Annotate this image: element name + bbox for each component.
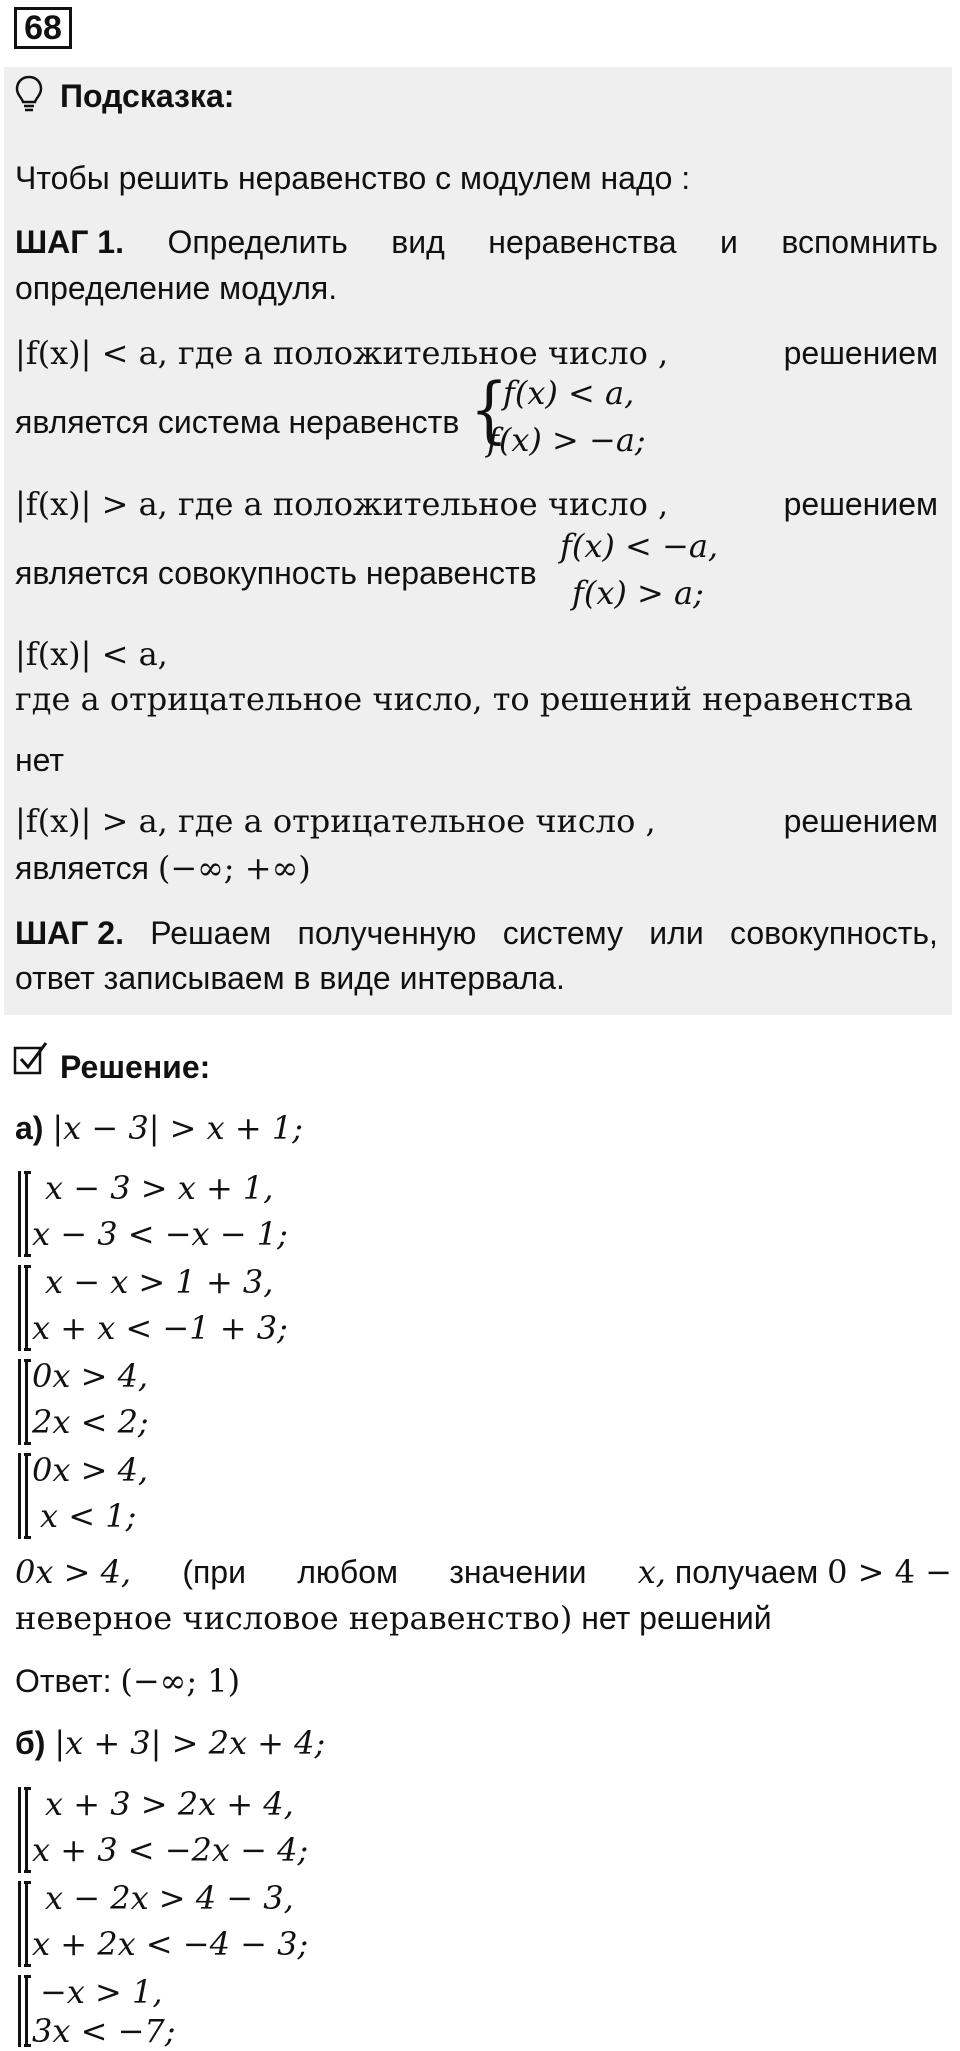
solution-title: Решение: xyxy=(60,1049,211,1085)
a-note-word: любом xyxy=(297,1554,398,1590)
step2-word: или xyxy=(649,915,704,951)
set-bracket xyxy=(18,1787,31,1873)
step1-word: вид xyxy=(391,224,445,260)
step1-word: неравенства xyxy=(488,224,677,260)
part-a-line xyxy=(15,1108,303,1148)
a-sys3-line1: 0x > 4, xyxy=(32,1357,149,1395)
case2-line2: является совокупность неравенств xyxy=(15,555,537,591)
a-note-math: 0x > 4, xyxy=(15,1553,132,1591)
a-note-line2-math: неверное числовое неравенство) xyxy=(15,1599,573,1637)
part-a-equation: |x − 3| > x + 1; xyxy=(52,1109,303,1147)
case2-sys1: f(x) < −a, xyxy=(560,527,719,565)
system-brace: { xyxy=(470,368,509,452)
part-b-label: б) xyxy=(15,1725,46,1761)
b-sys1-line1: x + 3 > 2x + 4, xyxy=(45,1785,294,1823)
step1-word: вспомнить xyxy=(781,224,938,260)
set-bracket xyxy=(18,1453,31,1539)
step2-line xyxy=(15,913,938,953)
a-sys1-line2: x − 3 < −x − 1; xyxy=(32,1215,288,1253)
a-sys4-line2: x < 1; xyxy=(40,1497,137,1535)
a-note-line2-text: нет решений xyxy=(581,1600,772,1636)
case4-formula: |f(x)| > a, где a отрицательное число , xyxy=(15,802,656,840)
a-sys3-line2: 2x < 2; xyxy=(32,1403,149,1441)
a-answer-line xyxy=(15,1661,240,1701)
part-b-equation: |x + 3| > 2x + 4; xyxy=(54,1724,326,1762)
case3-line1: |f(x)| < a, xyxy=(15,635,168,673)
a-answer-label: Ответ: xyxy=(15,1663,112,1699)
case1-formula: |f(x)| < a, где a положительное число , xyxy=(15,334,669,372)
b-sys2-line2: x + 2x < −4 − 3; xyxy=(32,1925,309,1963)
a-note-word: (при xyxy=(182,1554,246,1590)
a-note-tail: получаем xyxy=(674,1554,819,1590)
lightbulb-icon xyxy=(14,74,44,114)
case1-line2: является система неравенств xyxy=(15,404,460,440)
a-answer-value: (−∞; 1) xyxy=(120,1662,241,1700)
a-note-var: x, xyxy=(637,1553,666,1591)
checkbox-icon xyxy=(12,1040,50,1078)
step1-word: Определить xyxy=(167,224,348,260)
a-sys1-line1: x − 3 > x + 1, xyxy=(45,1169,274,1207)
a-note-word: значении xyxy=(449,1554,587,1590)
case3-line3: нет xyxy=(15,742,65,778)
a-note-ineq: 0 > 4 − xyxy=(827,1553,952,1591)
a-note-line1 xyxy=(15,1552,952,1592)
a-sys2-line1: x − x > 1 + 3, xyxy=(45,1263,274,1301)
a-sys2-line2: x + x < −1 + 3; xyxy=(32,1309,288,1347)
set-bracket xyxy=(18,1359,31,1445)
step2-word: Решаем xyxy=(150,915,272,951)
b-sys2-line1: x − 2x > 4 − 3, xyxy=(45,1879,294,1917)
set-bracket xyxy=(18,1171,31,1257)
b-sys3-line2: 3x < −7; xyxy=(32,2012,176,2050)
case4-line2 xyxy=(15,848,311,888)
case4-interval: (−∞; +∞) xyxy=(157,849,311,887)
b-sys3-line1: −x > 1, xyxy=(40,1973,163,2011)
step2-line2: ответ записываем в виде интервала. xyxy=(15,960,565,996)
step1-line xyxy=(15,222,938,262)
set-bracket xyxy=(18,1975,31,2047)
set-bracket xyxy=(18,1265,31,1351)
task-number: 68 xyxy=(14,7,72,49)
hint-intro: Чтобы решить неравенство с модулем надо : xyxy=(15,160,691,196)
set-bracket xyxy=(18,1881,31,1967)
part-a-label: а) xyxy=(15,1110,44,1146)
step1-line2: определение модуля. xyxy=(15,270,338,306)
step1-word: и xyxy=(720,224,738,260)
step2-word: систему xyxy=(502,915,624,951)
case2-formula: |f(x)| > a, где a положительное число , xyxy=(15,485,669,523)
step2-word: полученную xyxy=(297,915,477,951)
part-b-line xyxy=(15,1723,325,1763)
step2-label: ШАГ 2. xyxy=(15,915,124,951)
case4-right-word: решением xyxy=(783,803,938,839)
case1-sys2: f(x) > −a; xyxy=(487,421,646,459)
a-note-line2 xyxy=(15,1598,772,1638)
step2-word: совокупность, xyxy=(729,915,938,951)
step1-label: ШАГ 1. xyxy=(15,224,124,260)
case4-line2-prefix: является xyxy=(15,850,149,886)
case2-sys2: f(x) > a; xyxy=(572,574,704,612)
case2-right-word: решением xyxy=(783,486,938,522)
b-sys1-line2: x + 3 < −2x − 4; xyxy=(32,1831,309,1869)
hint-title: Подсказка: xyxy=(60,78,235,114)
case1-right-word: решением xyxy=(783,335,938,371)
case1-sys1: f(x) < a, xyxy=(503,374,635,412)
case3-line2: где a отрицательное число, то решений неравенства xyxy=(15,680,913,718)
a-sys4-line1: 0x > 4, xyxy=(32,1451,149,1489)
